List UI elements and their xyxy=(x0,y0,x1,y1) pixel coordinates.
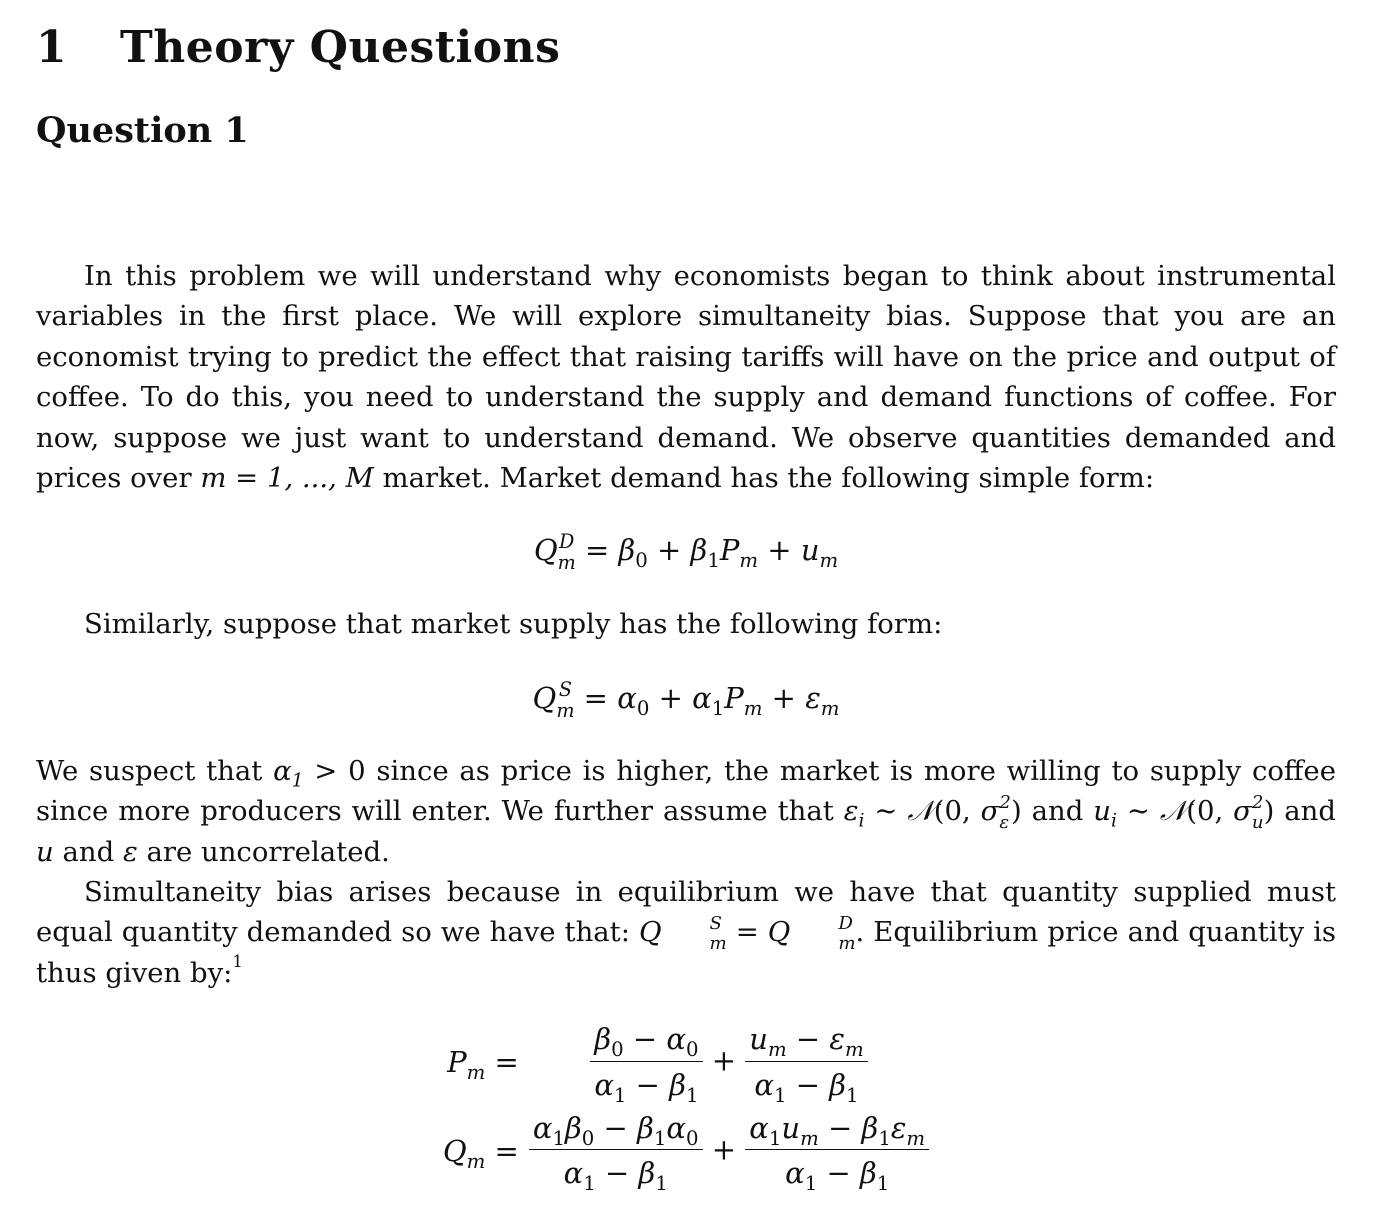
intro-paragraph xyxy=(36,256,1336,498)
assumptions-paragraph: We suspect that $\alpha_1 > 0$ since as price is higher, the market is more willing to supply coffee since more producers will enter. We further assume that $\varepsilon_i$ ∼ 𝒩(0, σ 2 ε ) and $u_i$ ∼ 𝒩(0, σ 2 u ) and u and ε are uncorrelated. xyxy=(36,755,1336,869)
price-equation: $P_m$ = $\frac{\beta_0 - \alpha_0}{\alpha_1 - \beta_1}$ + $\frac{u_m - \varepsilon_m}{\alpha_1 - \beta_1}$ xyxy=(443,1018,929,1107)
question-heading: Question 1 xyxy=(36,110,249,151)
section-title: Theory Questions xyxy=(120,22,561,73)
alpha1-positive-math: $\alpha_1$ xyxy=(273,755,304,792)
epsilon-distribution-math: $\varepsilon_i$ ∼ 𝒩(0, σ 2 ε ) xyxy=(843,791,1022,833)
u-symbol: u xyxy=(36,836,54,869)
assumptions-text-4: and xyxy=(1284,795,1336,828)
simultaneity-paragraph xyxy=(36,872,1336,993)
equilibrium-system xyxy=(36,1018,1336,1195)
assumptions-text-3: and xyxy=(1031,795,1084,828)
supply-intro-paragraph: Similarly, suppose that market supply has the following form: xyxy=(84,608,943,640)
equilibrium-condition-math: Q S m = Q D m xyxy=(639,912,856,954)
assumptions-text-2: since as price is higher, the market is more willing to supply coffee since more producers will enter. We further assume that xyxy=(36,755,1336,828)
assumptions-text-5: and xyxy=(62,836,115,869)
section-number: 1 xyxy=(36,22,68,73)
supply-equation: Q S m = $\alpha_0 + \alpha_1P_m + \varepsilon_m$ xyxy=(532,677,840,722)
simultaneity-text-1: Simultaneity bias arises because in equilibrium we have that quantity supplied must equal quantity demanded so we have that: xyxy=(36,876,1336,949)
assumptions-text-6: are uncorrelated. xyxy=(146,836,390,869)
intro-text: In this problem we will understand why economists began to think about instrumental variables in the first place. We will explore simultaneity bias. Suppose that you are an economist trying to predict the effect that raising tariffs will have on the price and output of coffee. To do this, you need to understand the supply and demand functions of coffee. For now, suppose we just want to understand demand. We observe quantities demanded and prices over xyxy=(36,260,1336,495)
quantity-equation: $Q_m$ = $\frac{\alpha_1\beta_0 - \beta_1\alpha_0}{\alpha_1 - \beta_1}$ + $\frac{\alpha_1u_m - \beta_1\varepsilon_m}{\alpha_1 - \beta_1}$ xyxy=(443,1107,929,1196)
epsilon-symbol: ε xyxy=(122,836,138,869)
intro-text-tail: market. Market demand has the following simple form: xyxy=(382,462,1155,495)
footnote-marker[interactable]: 1 xyxy=(232,952,243,972)
section-heading xyxy=(36,20,560,76)
u-distribution-math: $u_i$ ∼ 𝒩(0, σ 2 u ) xyxy=(1093,791,1275,833)
markets-range-math: m = 1, ..., M xyxy=(200,462,374,495)
assumptions-text-1: We suspect that xyxy=(36,755,263,787)
simultaneity-text-2: . Equilibrium price and quantity is thus given by: xyxy=(36,916,1337,990)
demand-equation: Q D m = $\beta_0 + \beta_1P_m + u_m$ xyxy=(533,529,839,574)
